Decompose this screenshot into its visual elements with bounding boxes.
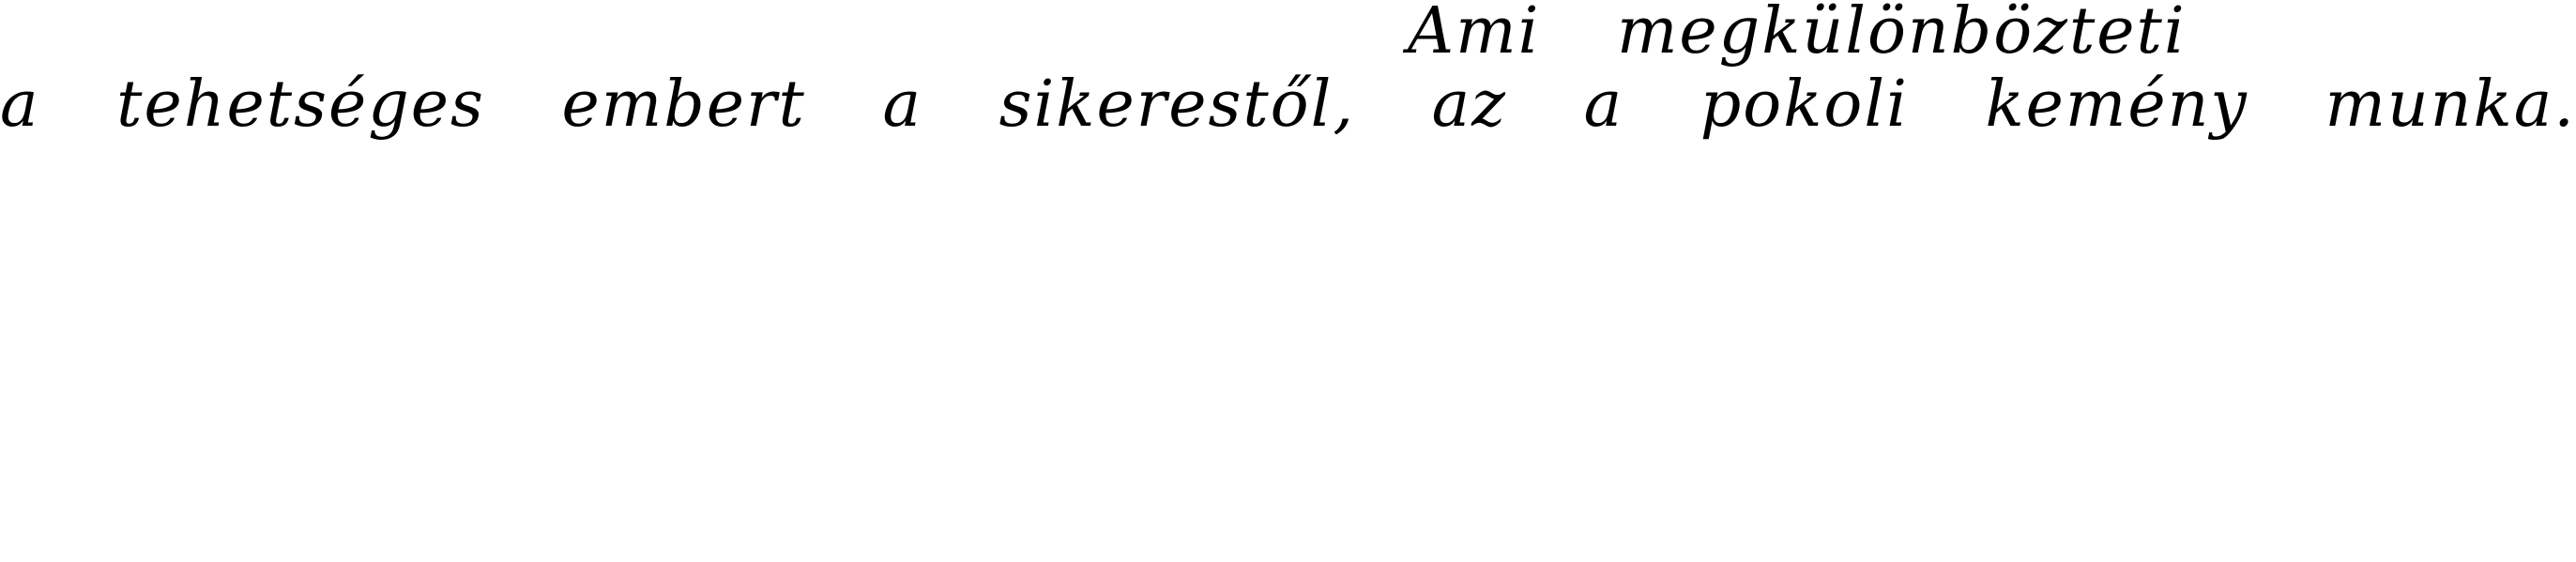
handwritten-line-2: a tehetséges embert a sikerestől, az a pokoli kemény munka. [0,68,2576,142]
handwritten-line-1: Ami megkülönbözteti [1408,0,2187,68]
